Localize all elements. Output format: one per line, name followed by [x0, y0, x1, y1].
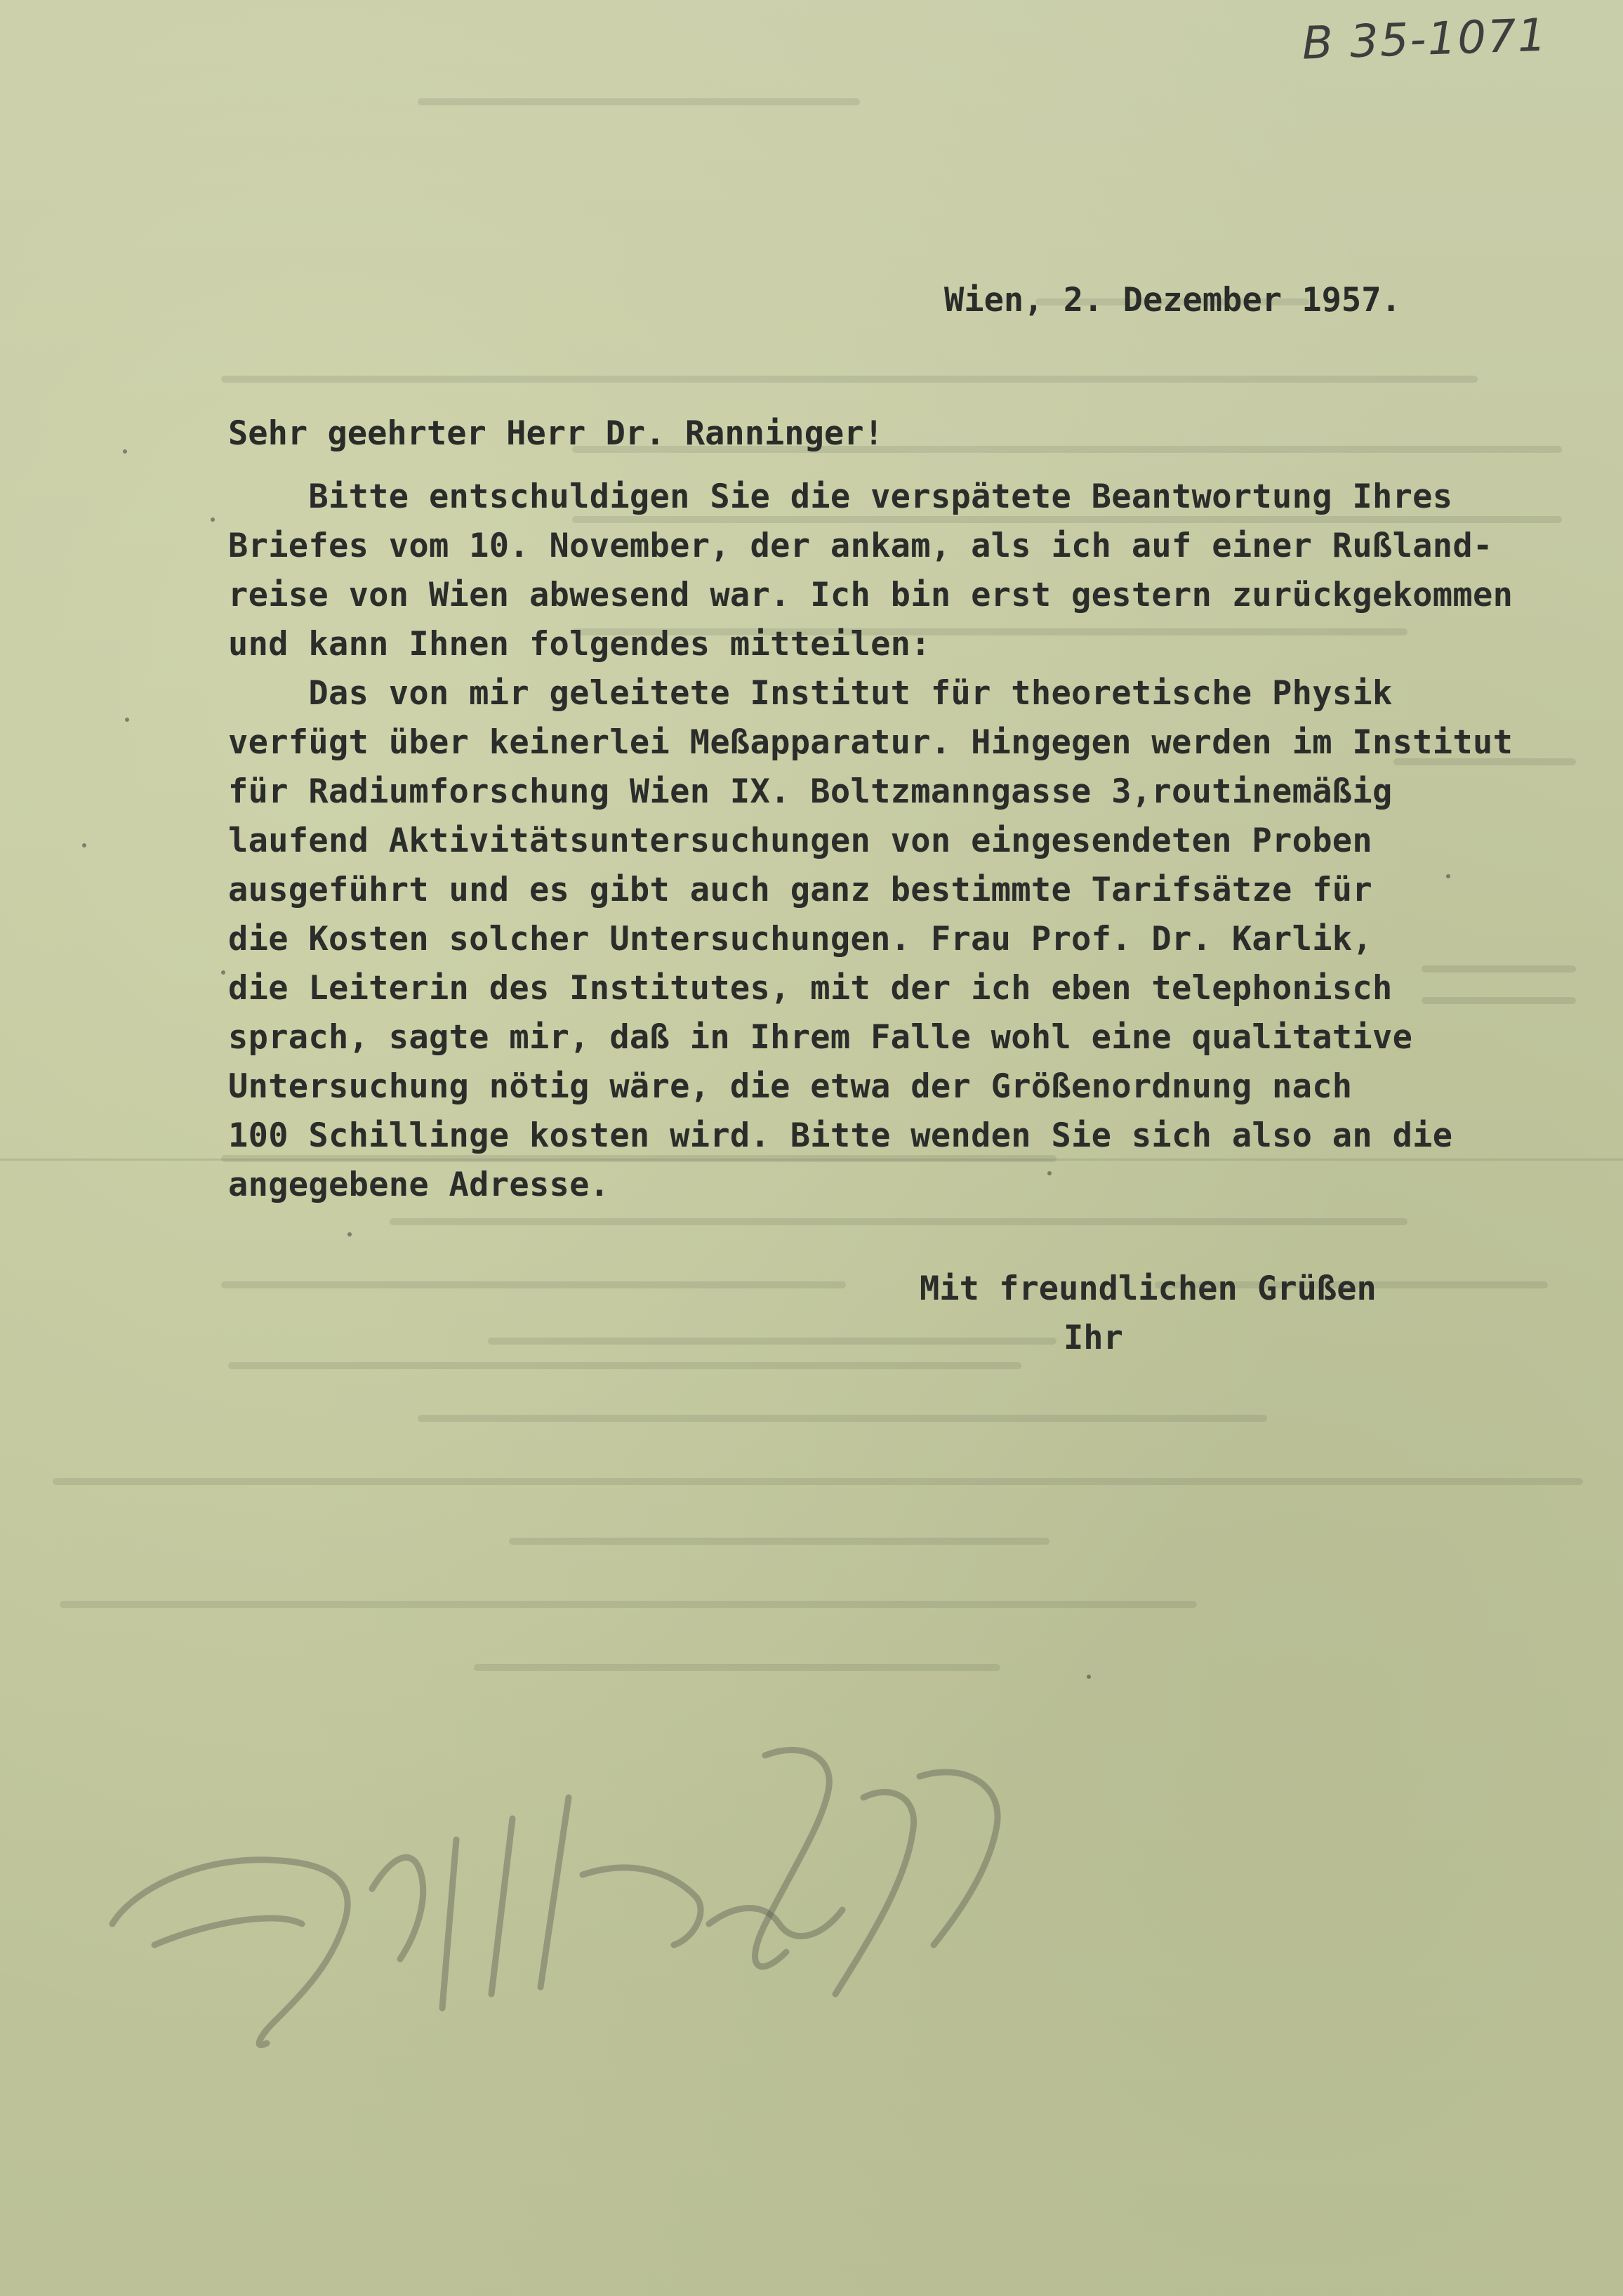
closing-word: Ihr: [1064, 1319, 1123, 1357]
paper-speck: [1047, 1171, 1052, 1175]
salutation: Sehr geehrter Herr Dr. Ranninger!: [228, 414, 884, 453]
text-line: Untersuchung nötig wäre, die etwa der Größenordnung nach: [228, 1067, 1353, 1106]
signature: [91, 1713, 1060, 2078]
text-line: laufend Aktivitätsuntersuchungen von eingesendeten Proben: [228, 822, 1372, 860]
letter-date: Wien, 2. Dezember 1957.: [944, 281, 1401, 319]
text-line: 100 Schillinge kosten wird. Bitte wenden Sie sich also an die: [228, 1116, 1453, 1155]
paper-speck: [1446, 874, 1450, 878]
paper-speck: [123, 449, 127, 454]
text-line: die Leiterin des Institutes, mit der ich eben telephonisch: [228, 969, 1393, 1008]
paper-speck: [82, 843, 86, 847]
archive-mark: B 35-1071: [1301, 9, 1549, 70]
text-line: Briefes vom 10. November, der ankam, als ich auf einer Rußland-: [228, 527, 1493, 565]
text-line: ausgeführt und es gibt auch ganz bestimmte Tarifsätze für: [228, 871, 1372, 909]
closing-phrase: Mit freundlichen Grüßen: [920, 1269, 1377, 1308]
text-line: Bitte entschuldigen Sie die verspätete Beantwortung Ihres: [228, 477, 1453, 516]
paper-speck: [125, 718, 129, 722]
paper-speck: [211, 517, 215, 522]
paper-speck: [1087, 1675, 1091, 1679]
text-line: reise von Wien abwesend war. Ich bin erst gestern zurückgekommen: [228, 576, 1513, 614]
paper-speck: [347, 1232, 352, 1236]
text-line: verfügt über keinerlei Meßapparatur. Hingegen werden im Institut: [228, 723, 1513, 762]
text-line: und kann Ihnen folgendes mitteilen:: [228, 625, 931, 664]
text-line: Das von mir geleitete Institut für theoretische Physik: [228, 674, 1393, 713]
text-line: sprach, sagte mir, daß in Ihrem Falle wohl eine qualitative: [228, 1018, 1413, 1057]
text-line: die Kosten solcher Untersuchungen. Frau Prof. Dr. Karlik,: [228, 920, 1372, 958]
paper-speck: [221, 970, 225, 975]
text-line: angegebene Adresse.: [228, 1166, 610, 1204]
text-line: für Radiumforschung Wien IX. Boltzmanngasse 3,routinemäßig: [228, 772, 1393, 811]
